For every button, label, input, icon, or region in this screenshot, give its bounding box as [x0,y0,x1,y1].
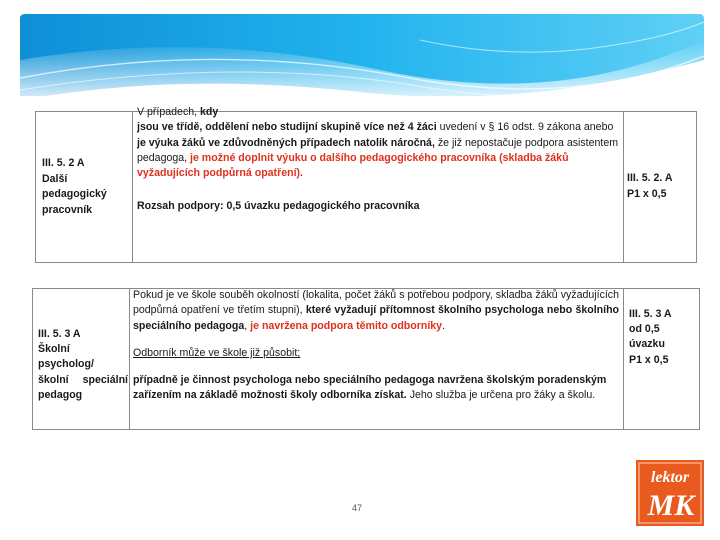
desc-difficulty-rest: že již nepostačuje podpora asistentem pedagoga, [137,136,619,164]
para3-bold: případně je činnost psychologa nebo speciálního pedagoga navržena školským poradenským zařízením na základě možnosti školy odborníka získat. [133,374,607,402]
column-divider [623,112,624,262]
para1-end: . [442,319,446,332]
role-line3: pedagog [38,388,83,401]
para3-rest: Jeho služba je určena pro žáky a školu. [409,389,596,402]
logo-text-2: MK [647,489,695,522]
desc-difficulty: je výuka žáků ve zdůvodněných případech natolik náročná, [137,136,435,149]
para1-comma: , [244,319,248,332]
para-1 [133,288,619,334]
column-divider [132,112,133,262]
desc-condition-rest: uvedení v § 16 odst. 9 zákona anebo [439,121,614,134]
value-line2: P1 x 0,5 [629,353,669,366]
para-3 [133,373,619,404]
para1-bold: které vyžadují přítomnost školního psychologa nebo školního speciálního pedagoga [133,304,620,332]
support-table-2 [32,288,700,430]
scope-label: Rozsah podpory: 0,5 úvazku pedagogického pracovníka [137,200,420,213]
role-name: Další pedagogický pracovník [42,172,107,216]
role-code: III. 5. 3 A [38,328,81,340]
logo-artwork [636,460,704,526]
value-cell [629,307,697,368]
para-2: Odborník může ve škole již působit; [133,346,301,359]
logo-text-1: lektor [650,469,690,486]
role-code: III. 5. 2 A [42,157,85,169]
desc-highlight: je možné doplnit výuku o dalšího pedagogického pracovníka (skladba žáků vyžadujících podpůrná opatření). [137,151,569,180]
column-divider [129,289,130,429]
value-formula: P1 x 0,5 [627,187,667,200]
desc-kdy: kdy [200,106,219,118]
description-cell [133,288,619,404]
para1-normal: Pokud je ve škole souběh okolností (lokalita, počet žáků s potřebou podpory, skladba žáků vyžadujících podpůrná opatření ve třetím stupni), [133,289,619,317]
role-line2 [38,373,128,388]
value-code: III. 5. 3 A [629,308,672,320]
para1-red: je navržena podpora těmito odborníky [250,319,443,332]
description-cell [137,105,619,215]
desc-condition: jsou ve třídě, oddělení nebo studijní skupině více než 4 žáci [137,121,437,134]
value-cell [627,171,693,202]
page-number: 47 [352,503,363,513]
role-line2a: školní [38,373,69,386]
role-cell [38,327,128,403]
value-code: III. 5. 2. A [627,172,673,184]
column-divider [623,289,624,429]
role-line1: Školní psycholog/ [38,343,94,371]
lektor-mk-logo [636,460,704,526]
role-line2b: speciální [82,373,128,386]
role-cell [42,156,130,218]
value-line1: od 0,5 úvazku [629,323,665,351]
header-banner [0,0,720,110]
support-table-1 [35,106,697,263]
desc-intro: V případech, [137,106,198,118]
